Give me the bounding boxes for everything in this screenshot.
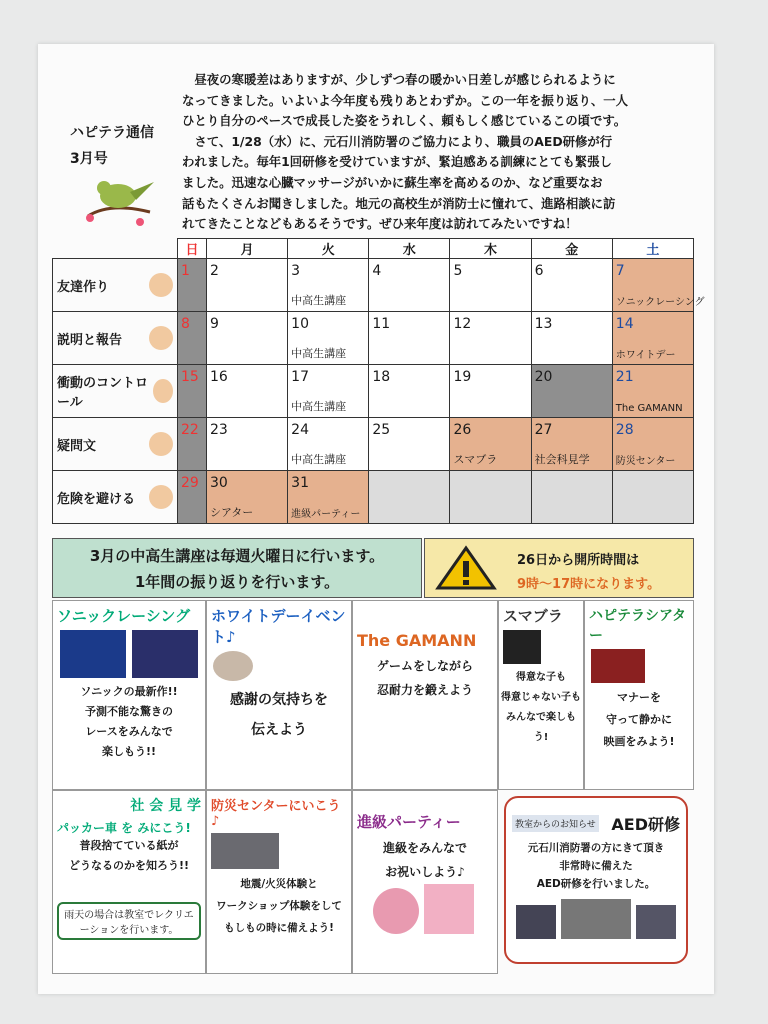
calendar-day-cell (450, 471, 531, 524)
calendar-day-cell (612, 259, 705, 312)
gamann-title: The GAMANN (357, 631, 477, 650)
weekday-mon: 月 (207, 239, 288, 259)
calendar-day-cell (178, 365, 207, 418)
day-number: 28 (615, 422, 634, 438)
calendar-day-cell (531, 471, 612, 524)
weekday-sun: 日 (178, 239, 207, 259)
day-number: 1 (181, 263, 190, 279)
day-number: 3 (291, 263, 301, 279)
calendar-day-cell (531, 365, 612, 418)
panel-theater (584, 600, 694, 790)
day-event: スマブラ (453, 453, 498, 466)
gamann-text-1: ゲームをしながら (376, 659, 473, 673)
day-event: 中高生講座 (291, 400, 347, 413)
aed-text-3: AED研修を行いました。 (536, 878, 656, 890)
smabura-text (499, 668, 583, 748)
panel-whiteday (206, 600, 352, 790)
person-icon (149, 273, 173, 297)
bird-icon (80, 172, 158, 230)
party-text-1: 進級をみんなで (382, 841, 467, 855)
weekday-tue: 火 (288, 239, 369, 259)
theater-text-2: 守って静かに (606, 713, 672, 726)
gamann-text (353, 654, 497, 702)
row-label: 危険を避ける (57, 491, 136, 507)
aed-text-2: 非常時に備えた (559, 860, 633, 872)
calendar-day-cell (369, 259, 450, 312)
sonic-text-1: ソニックの最新作!! (80, 685, 178, 698)
day-number: 13 (534, 316, 553, 332)
calendar-day-cell (178, 471, 207, 524)
day-event: 防災センター (615, 456, 676, 467)
day-number: 8 (181, 316, 190, 332)
whiteday-text-1: 感謝の気持ちを (230, 692, 328, 708)
day-number: 21 (615, 369, 634, 385)
calendar-day-cell (207, 312, 288, 365)
day-number: 23 (210, 422, 228, 438)
title-line2: 3月号 (70, 151, 108, 167)
person-icon (149, 432, 173, 456)
weekday-sat: 土 (612, 239, 693, 259)
bousai-text-1: 地震/火災体験と (240, 878, 318, 890)
aed-text (506, 839, 686, 893)
theater-text-3: 映画をみよう! (603, 735, 675, 748)
sonic-text-3: レースをみんなで (85, 725, 173, 738)
day-event: 中高生講座 (291, 347, 347, 360)
lecture-banner (52, 538, 422, 598)
aed-tag: 教室からのお知らせ (512, 815, 599, 832)
calendar-day-cell (612, 418, 693, 471)
calendar-day-cell (207, 365, 288, 418)
sonic-title: ソニックレーシング (57, 607, 191, 625)
calendar-day-cell (178, 312, 207, 365)
panel-bousai (206, 790, 352, 974)
calendar-day-cell (178, 418, 207, 471)
calendar-day-cell (612, 312, 693, 365)
day-event: 進級パーティー (291, 509, 361, 520)
day-number: 9 (210, 316, 219, 332)
day-number: 7 (615, 263, 625, 279)
whiteday-text-2: 伝えよう (251, 722, 307, 738)
social-text (53, 836, 205, 876)
calendar-day-cell (369, 418, 450, 471)
calendar-day-cell (178, 259, 207, 312)
panel-smabura (498, 600, 584, 790)
weekday-fri: 金 (531, 239, 612, 259)
calendar-day-cell (288, 259, 369, 312)
social-sub: パッカー車 を みにこう! (57, 821, 191, 835)
calendar-day-cell (450, 312, 531, 365)
day-number: 24 (291, 422, 309, 438)
calendar-day-cell (612, 471, 693, 524)
aed-title: AED研修 (611, 815, 680, 834)
day-event: 社会科見学 (534, 453, 590, 466)
person-icon (149, 326, 173, 350)
day-number: 6 (534, 263, 544, 279)
bousai-text-3: もしもの時に備えよう! (224, 922, 334, 934)
calendar-day-cell (531, 312, 612, 365)
day-number: 18 (372, 369, 391, 385)
hours-line1: 26日から開所時間は (517, 553, 640, 568)
panel-gamann (352, 600, 498, 790)
calendar-day-cell (207, 259, 288, 312)
warning-icon (435, 545, 497, 591)
day-event: ソニックレーシング (615, 297, 705, 308)
day-number: 27 (534, 422, 553, 438)
day-number: 25 (372, 422, 391, 438)
whiteday-title: ホワイトデーイベント♪ (211, 607, 346, 646)
day-number: 12 (453, 316, 472, 332)
day-number: 11 (372, 316, 391, 332)
row-label: 疑問文 (57, 438, 97, 454)
label-header (53, 239, 178, 259)
day-event: The GAMANN (615, 403, 683, 414)
day-number: 15 (181, 369, 199, 385)
smabura-title: スマブラ (503, 607, 563, 625)
day-number: 20 (534, 369, 553, 385)
whiteday-text (207, 685, 351, 745)
row-label: 衝動のコントロール (57, 376, 149, 410)
calendar-day-cell (207, 418, 288, 471)
day-number: 5 (453, 263, 463, 279)
panel-sonic (52, 600, 206, 790)
row-label: 説明と報告 (57, 332, 123, 348)
calendar-day-cell (450, 418, 531, 471)
calendar-day-cell (531, 259, 612, 312)
day-number: 31 (291, 475, 309, 491)
party-text-2: お祝いしよう♪ (385, 865, 465, 879)
party-text (353, 836, 497, 884)
panel-party (352, 790, 498, 974)
title-line1: ハピテラ通信 (70, 125, 154, 141)
hours-banner (424, 538, 694, 598)
panel-aed (498, 790, 694, 974)
aed-text-1: 元石川消防署の方にきて頂き (527, 842, 665, 854)
bousai-title: 防災センターにいこう♪ (211, 799, 341, 829)
day-number: 26 (453, 422, 472, 438)
day-number: 30 (210, 475, 228, 491)
day-event: ホワイトデー (615, 350, 676, 361)
calendar-day-cell (612, 365, 693, 418)
calendar-day-cell (288, 365, 369, 418)
bousai-text-2: ワークショップ体験をして (216, 900, 342, 912)
gamann-text-2: 忍耐力を鍛えよう (376, 683, 473, 697)
sonic-text-4: 楽しもう!! (101, 745, 157, 758)
social-text-1: 普段捨てている紙が (79, 839, 179, 852)
social-text-2: どうなるのかを知ろう!! (68, 859, 190, 872)
hours-line2: 9時～17時になります。 (517, 577, 661, 592)
day-number: 29 (181, 475, 199, 491)
day-number: 4 (372, 263, 382, 279)
day-number: 2 (210, 263, 219, 279)
day-event: シアター (210, 506, 254, 519)
sonic-text (53, 682, 205, 762)
social-title: 社 会 見 学 (130, 798, 201, 814)
weekday-thu: 木 (450, 239, 531, 259)
smabura-text-2: 得意じゃない子も (501, 692, 581, 703)
day-number: 22 (181, 422, 199, 438)
weekday-wed: 水 (369, 239, 450, 259)
calendar-day-cell (450, 259, 531, 312)
calendar-day-cell (369, 312, 450, 365)
calendar-day-cell (369, 471, 450, 524)
person-icon (153, 379, 173, 403)
day-number: 14 (615, 316, 634, 332)
intro-text: 昼夜の寒暖差はありますが、少しずつ春の暖かい日差しが感じられるように なってきました。いよいよ今年度も残りあとわずか。この一年を振り返り、一人 ひとり自分のペースで成長した姿をうれしく、頼もしく感じているこの頃です。 さて、1/28（水）に、元石川消防署のご協力により、職員のAED研修が行 われました。毎年1回研修を受けていますが、緊迫感ある訓練にとても緊張し ました。迅速な心臓マッサージがいかに蘇生率を高めるのか、など重要なお 話もたくさんお聞きしました。地元の高校生が消防士に憧れて、進路相談に訪 れてきたことなどもあるそうです。ぜひ来年度は訪れてみたいですね！ (182, 72, 629, 232)
calendar (52, 238, 705, 524)
calendar-day-cell (369, 365, 450, 418)
day-event: 中高生講座 (291, 294, 347, 307)
bousai-text (207, 873, 351, 939)
theater-text (585, 687, 693, 753)
lecture-line2: 1年間の振り返りを行います。 (134, 573, 340, 591)
calendar-day-cell (207, 471, 288, 524)
calendar-day-cell (531, 418, 612, 471)
calendar-day-cell (288, 312, 369, 365)
calendar-day-cell (450, 365, 531, 418)
lecture-line1: 3月の中高生講座は毎週火曜日に行います。 (89, 547, 385, 565)
row-label: 友達作り (57, 279, 110, 295)
day-number: 16 (210, 369, 228, 385)
newsletter-title (70, 120, 154, 172)
party-title: 進級パーティー (357, 813, 461, 831)
calendar-day-cell (288, 418, 369, 471)
day-number: 17 (291, 369, 309, 385)
theater-text-1: マナーを (617, 691, 661, 704)
person-icon (149, 485, 173, 509)
theater-title: ハピテラシアター (589, 608, 687, 644)
day-event: 中高生講座 (291, 453, 347, 466)
calendar-day-cell (288, 471, 369, 524)
smabura-text-3: みんなで楽しもう! (506, 712, 576, 743)
day-number: 19 (453, 369, 472, 385)
smabura-text-1: 得意な子も (516, 672, 566, 683)
day-number: 10 (291, 316, 309, 332)
panel-social (52, 790, 206, 974)
sonic-text-2: 予測不能な驚きの (85, 705, 173, 718)
social-note: 雨天の場合は教室でレクリエーションを行います。 (57, 902, 201, 940)
